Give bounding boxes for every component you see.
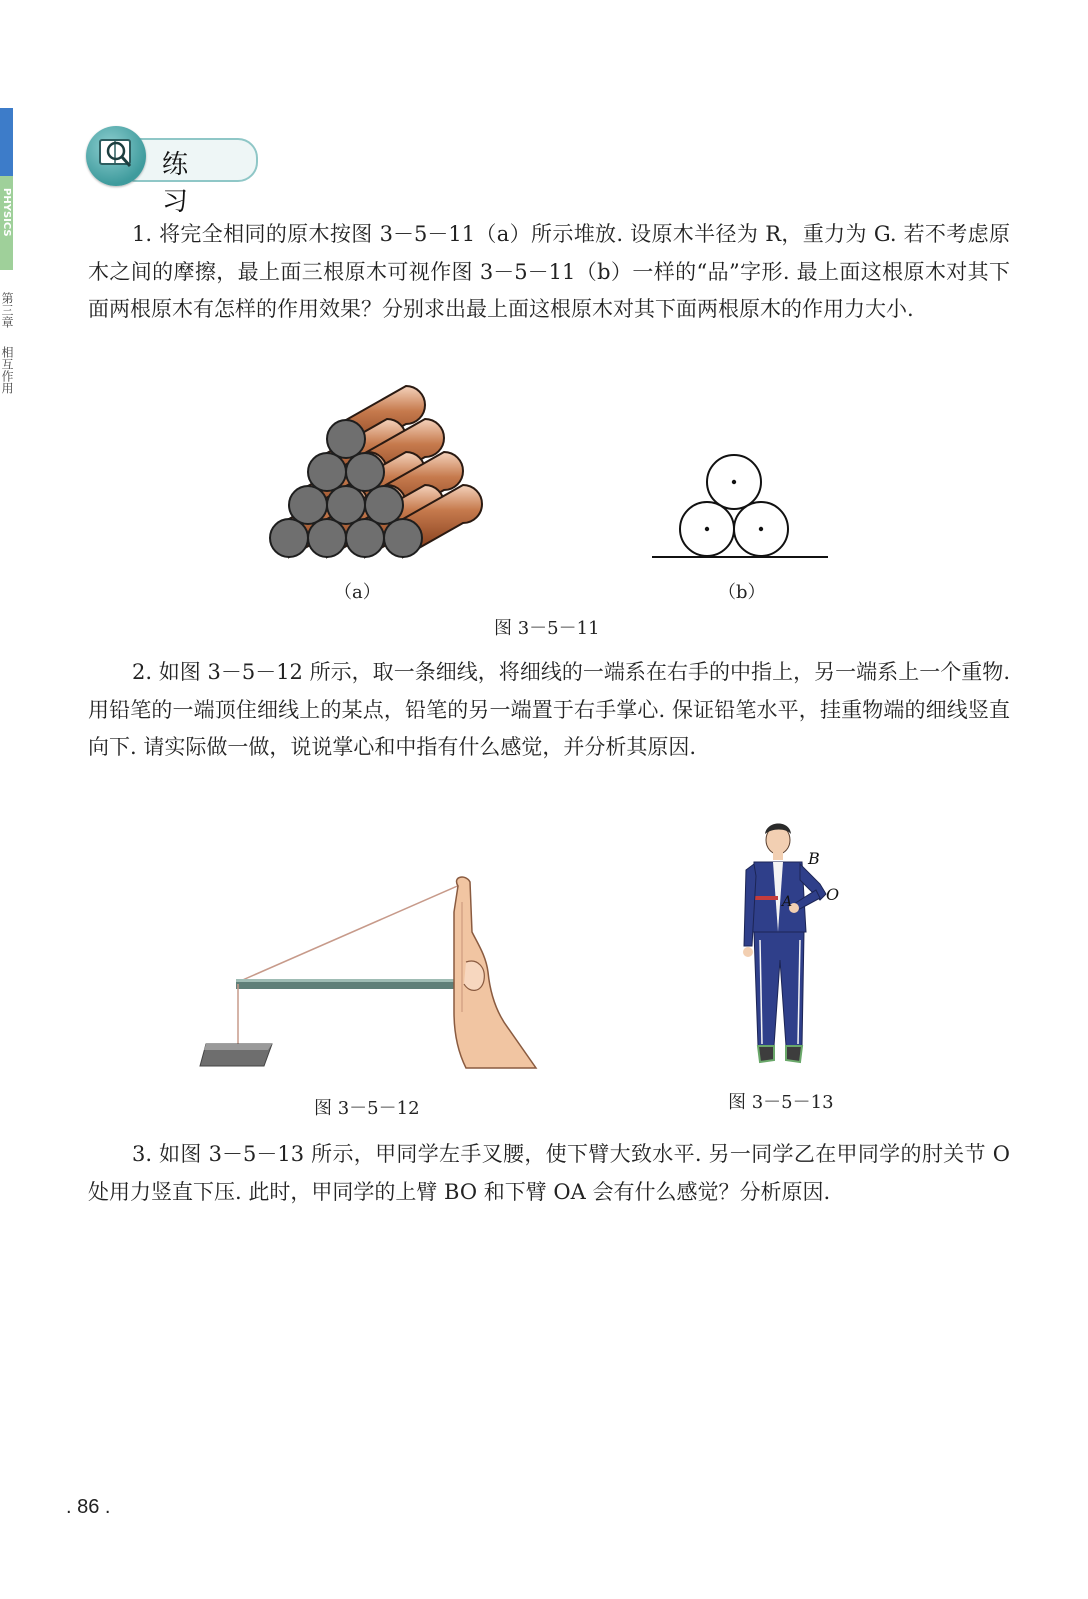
figure-3-5-12-caption: 图 3－5－12 <box>314 1098 420 1119</box>
log-end <box>289 486 327 524</box>
figure-3-5-13-student <box>740 820 840 1076</box>
section-title: 练 习 <box>162 150 207 217</box>
sidebar-tab <box>0 108 13 270</box>
label-o: O <box>826 885 840 904</box>
figure-3-5-12-hand-pencil <box>196 872 542 1072</box>
log-end <box>365 486 403 524</box>
exercise-badge <box>86 126 258 217</box>
log-end <box>327 420 365 458</box>
log-end <box>308 519 346 557</box>
question-1: 1. 将完全相同的原木按图 3－5－11（a）所示堆放. 设原木半径为 R，重力为 G. 若不考虑原木之间的摩擦，最上面三根原木可视作图 3－5－11（b）一样的“品”字形. 最上面这根原木对其下面两根原木有怎样的作用效果？分别求出最上面这根原木对其下面两根原木的作用力大小. <box>88 222 1010 321</box>
question-2: 2. 如图 3－5－12 所示，取一条细线，将细线的一端系在右手的中指上，另一端系上一个重物. 用铅笔的一端顶住细线上的某点，铅笔的另一端置于右手掌心. 保证铅笔水平，挂重物端的细线竖直向下. 请实际做一做，说说掌心和中指有什么感觉，并分析其原因. <box>88 660 1010 759</box>
log-end <box>346 519 384 557</box>
log-end <box>308 453 346 491</box>
log-end <box>270 519 308 557</box>
magnifier-book-icon <box>86 126 146 186</box>
sidebar-brand: PHYSICS <box>1 188 12 237</box>
figure-3-5-11b-circles <box>648 448 832 562</box>
label-b: B <box>808 849 820 868</box>
log-end <box>327 486 365 524</box>
sidebar-chapter-number: 第三章 <box>0 292 14 328</box>
log-end <box>384 519 422 557</box>
question-3: 3. 如图 3－5－13 所示，甲同学左手叉腰，使下臂大致水平. 另一同学乙在甲同学的肘关节 O 处用力竖直下压. 此时，甲同学的上臂 BO 和下臂 OA 会有什么感觉？分析原因. <box>88 1142 1010 1204</box>
figure-3-5-11-caption: 图 3－5－11 <box>494 618 600 639</box>
figure-3-5-11a-log-stack <box>262 382 494 562</box>
figure-3-5-13-caption: 图 3－5－13 <box>728 1092 834 1113</box>
label-a: A <box>782 894 793 910</box>
figure-3-5-11b-label: （b） <box>718 582 766 603</box>
figure-3-5-11a-label: （a） <box>334 582 381 603</box>
log-end <box>346 453 384 491</box>
sidebar-chapter <box>0 292 14 394</box>
page-number: . 86 . <box>66 1496 111 1518</box>
sidebar-chapter-title: 相互作用 <box>0 346 14 394</box>
